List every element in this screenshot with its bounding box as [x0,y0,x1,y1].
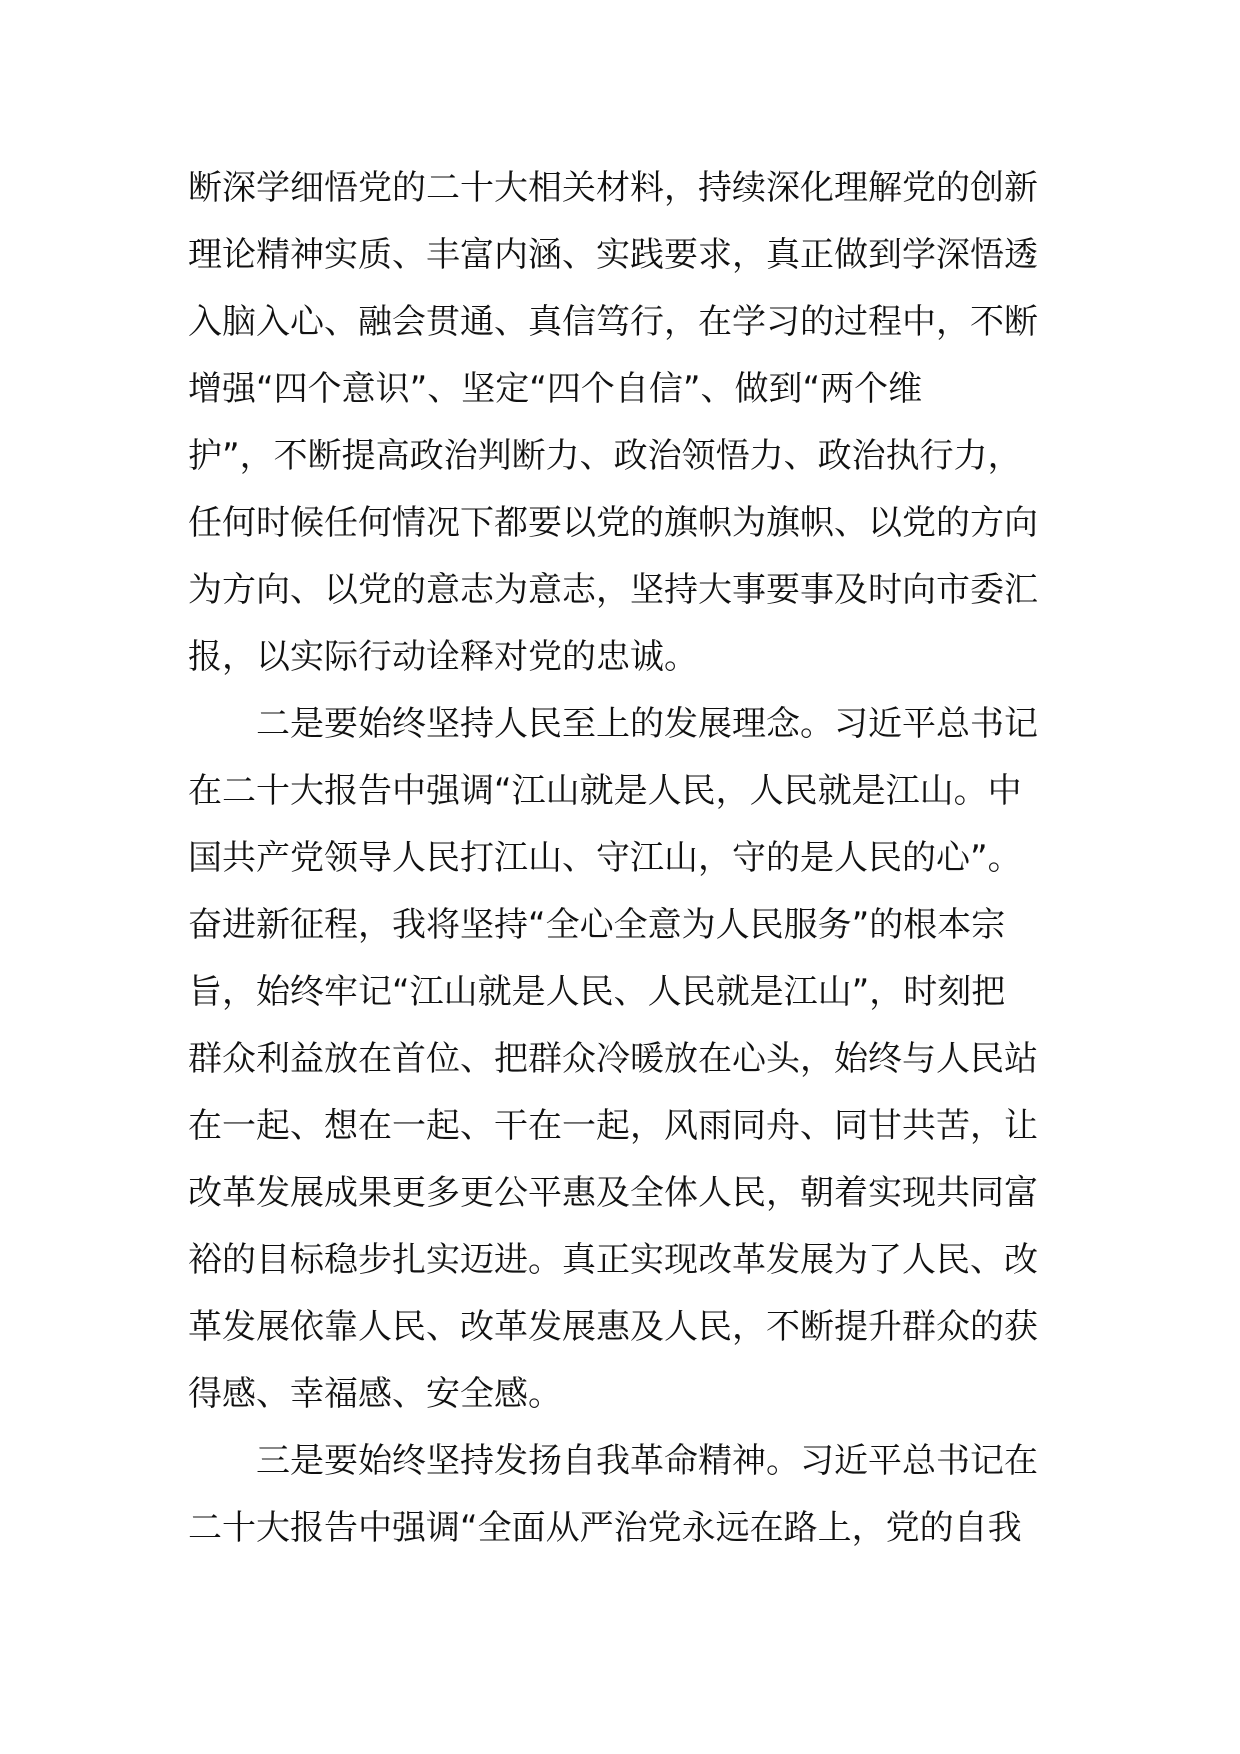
text-line: 革发展依靠人民、改革发展惠及人民，不断提升群众的获 [188,1307,1038,1347]
text-line: 报，以实际行动诠释对党的忠诚。 [188,637,698,677]
text-line: 改革发展成果更多更公平惠及全体人民，朝着实现共同富 [188,1173,1038,1213]
text-line: 二十大报告中强调“全面从严治党永远在路上，党的自我 [188,1508,1022,1548]
text-line: 护”，不断提高政治判断力、政治领悟力、政治执行力， [188,436,1022,476]
text-line: 群众利益放在首位、把群众冷暖放在心头，始终与人民站 [188,1039,1038,1079]
text-line: 为方向、以党的意志为意志，坚持大事要事及时向市委汇 [188,570,1038,610]
text-line: 理论精神实质、丰富内涵、实践要求，真正做到学深悟透 [188,235,1038,275]
text-line: 国共产党领导人民打江山、守江山，守的是人民的心”。 [188,838,1022,878]
text-line: 断深学细悟党的二十大相关材料，持续深化理解党的创新 [188,168,1038,208]
text-line: 旨，始终牢记“江山就是人民、人民就是江山”，时刻把 [188,972,1006,1012]
text-line: 入脑入心、融会贯通、真信笃行，在学习的过程中，不断 [188,302,1038,342]
document-body [188,155,1058,1562]
text-line: 增强“四个意识”、坚定“四个自信”、做到“两个维 [188,369,923,409]
text-line: 任何时候任何情况下都要以党的旗帜为旗帜、以党的方向 [188,503,1038,543]
text-line: 在一起、想在一起、干在一起，风雨同舟、同甘共苦，让 [188,1106,1038,1146]
text-line: 裕的目标稳步扎实迈进。真正实现改革发展为了人民、改 [188,1240,1038,1280]
text-line: 得感、幸福感、安全感。 [188,1374,562,1414]
paragraph-start-line: 二是要始终坚持人民至上的发展理念。习近平总书记 [256,704,1038,744]
paragraph-start-line: 三是要始终坚持发扬自我革命精神。习近平总书记在 [256,1441,1038,1481]
text-line: 在二十大报告中强调“江山就是人民，人民就是江山。中 [188,771,1022,811]
text-line: 奋进新征程，我将坚持“全心全意为人民服务”的根本宗 [188,905,1006,945]
